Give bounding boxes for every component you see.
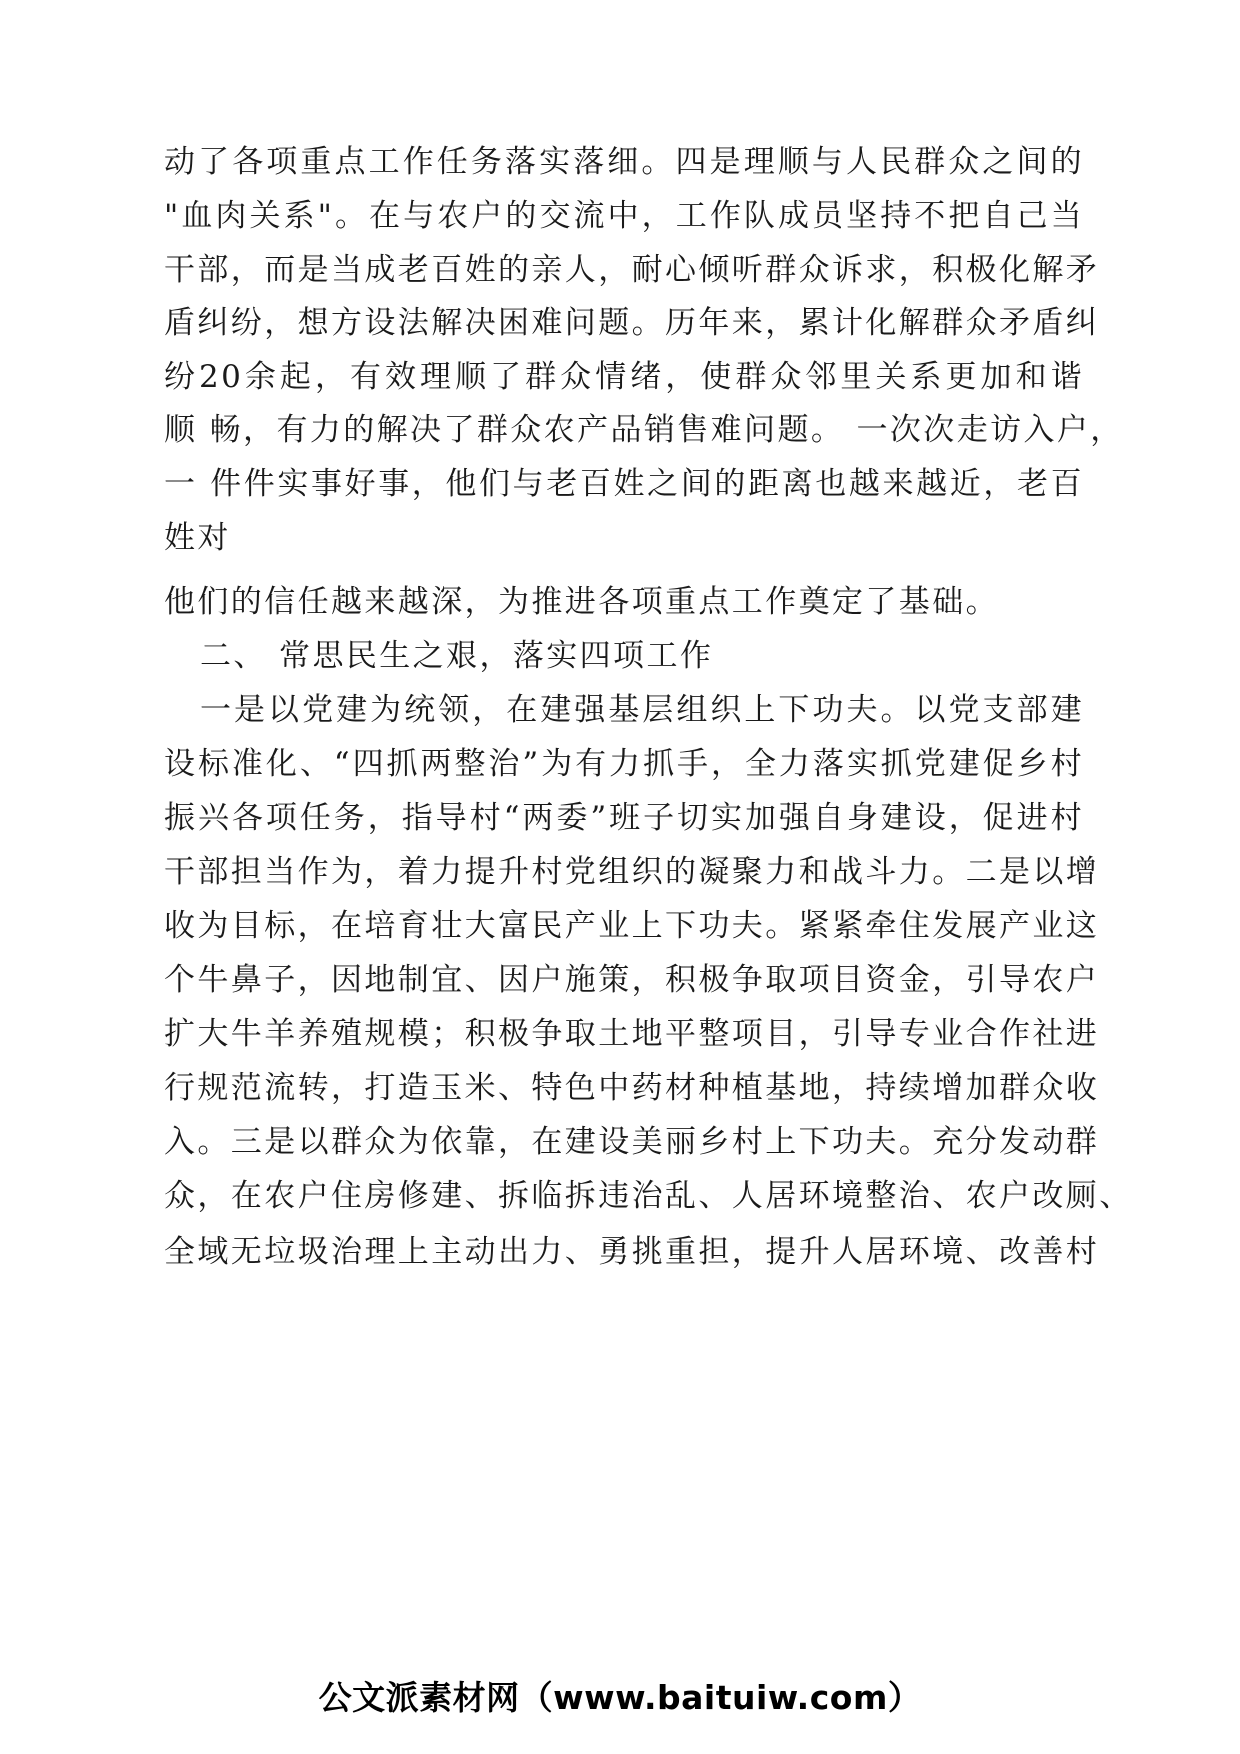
body-text-line: 振兴各项任务，指导村“两委”班子切实加强自身建设，促进村 — [164, 800, 1084, 836]
footer-watermark: 公文派素材网（www.baituiw.com） — [318, 1678, 922, 1717]
body-text-line: 顺 畅，有力的解决了群众农产品销售难问题。 一次次走访入户， — [164, 412, 1124, 448]
body-text-line: 一 件件实事好事，他们与老百姓之间的距离也越来越近，老百 — [164, 466, 1084, 502]
body-text-line: 干部担当作为，着力提升村党组织的凝聚力和战斗力。二是以增 — [164, 854, 1100, 890]
section-heading: 二、 常思民生之艰，落实四项工作 — [200, 638, 714, 674]
body-text-line: 纷20余起，有效理顺了群众情绪，使群众邻里关系更加和谐 — [164, 359, 1084, 395]
body-text-line: 动了各项重点工作任务落实落细。四是理顺与人民群众之间的 — [164, 144, 1084, 180]
body-text-line: 设标准化、“四抓两整治”为有力抓手，全力落实抓党建促乡村 — [164, 746, 1084, 782]
body-text-line: 众，在农户住房修建、拆临拆违治乱、人居环境整治、农户改厕、 — [164, 1178, 1133, 1214]
body-text-line: 个牛鼻子，因地制宜、因户施策，积极争取项目资金，引导农户 — [164, 962, 1100, 998]
body-text-line: 他们的信任越来越深，为推进各项重点工作奠定了基础。 — [164, 584, 999, 620]
body-text-line: "血肉关系"。在与农户的交流中，工作队成员坚持不把自己当 — [164, 198, 1084, 234]
body-text-line: 全域无垃圾治理上主动出力、勇挑重担，提升人居环境、改善村 — [164, 1234, 1100, 1270]
body-text-line: 姓对 — [164, 520, 231, 556]
body-text-line: 干部，而是当成老百姓的亲人，耐心倾听群众诉求，积极化解矛 — [164, 252, 1100, 288]
body-text-line: 收为目标，在培育壮大富民产业上下功夫。紧紧牵住发展产业这 — [164, 908, 1100, 944]
body-text-line: 入。三是以群众为依靠，在建设美丽乡村上下功夫。充分发动群 — [164, 1124, 1100, 1160]
body-text-line: 行规范流转，打造玉米、特色中药材种植基地，持续增加群众收 — [164, 1070, 1100, 1106]
body-text-line: 一是以党建为统领，在建强基层组织上下功夫。以党支部建 — [200, 692, 1084, 728]
body-text-line: 扩大牛羊养殖规模；积极争取土地平整项目，引导专业合作社进 — [164, 1016, 1100, 1052]
body-text-line: 盾纠纷，想方设法解决困难问题。历年来，累计化解群众矛盾纠 — [164, 305, 1100, 341]
